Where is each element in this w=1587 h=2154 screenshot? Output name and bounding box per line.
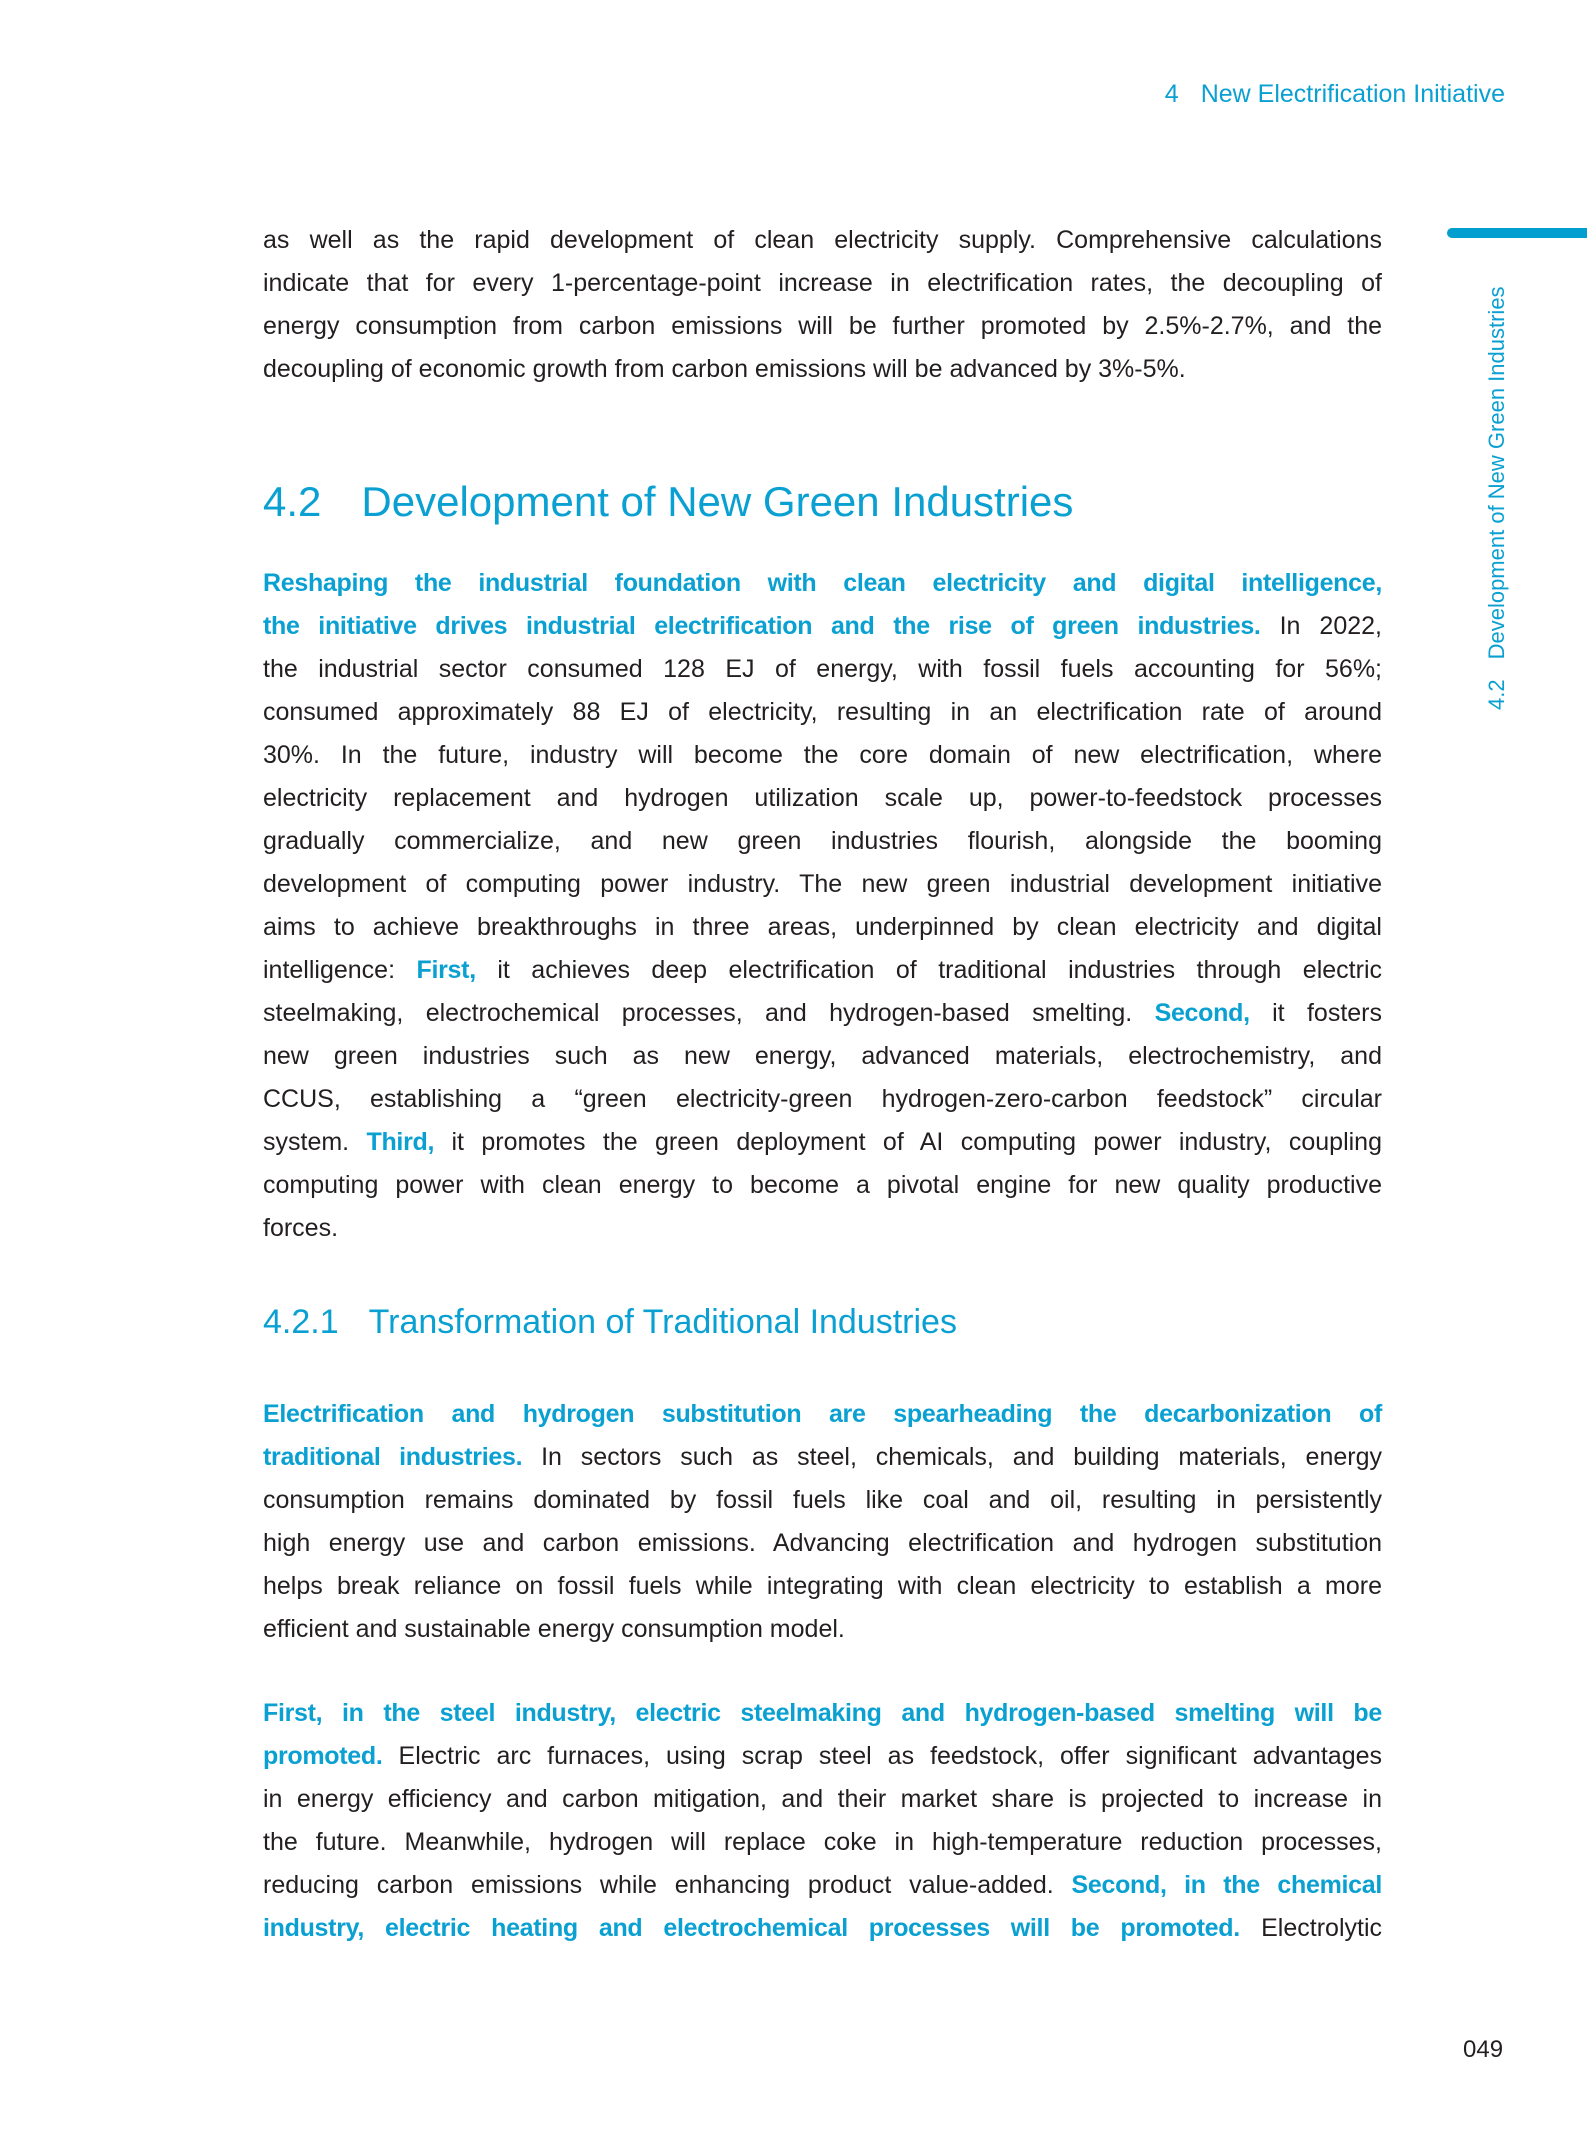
body-text: steelmaking, electrochemical processes, and hydrogen-based smelting. <box>263 999 1155 1027</box>
text-line <box>263 863 1382 906</box>
text-line <box>263 1207 1382 1250</box>
body-text: as well as the rapid development of clean electricity supply. Comprehensive calculations <box>263 226 1382 254</box>
text-line <box>263 906 1382 949</box>
paragraph-section-overview <box>263 562 1382 1250</box>
body-text: Electric arc furnaces, using scrap steel as feedstock, offer significant advantages <box>382 1742 1382 1770</box>
section-number: 4.2 <box>263 478 322 525</box>
body-text: 30%. In the future, industry will become the core domain of new electrification, where <box>263 741 1382 769</box>
text-line <box>263 305 1382 348</box>
text-line <box>263 1078 1382 1121</box>
text-line <box>263 1735 1382 1778</box>
emphasis-text: the initiative drives industrial electrification and the rise of green industries. <box>263 612 1261 640</box>
side-section-number: 4.2 <box>1484 679 1509 710</box>
text-line <box>263 1608 1382 1651</box>
body-text: aims to achieve breakthroughs in three areas, underpinned by clean electricity and digital <box>263 913 1382 941</box>
paragraph-substitution <box>263 1393 1382 1651</box>
text-line <box>263 562 1382 605</box>
text-line <box>263 348 1382 391</box>
emphasis-text: First, in the steel industry, electric steelmaking and hydrogen-based smelting will be <box>263 1699 1382 1727</box>
emphasis-text: Electrification and hydrogen substitution are spearheading the decarbonization of <box>263 1400 1382 1428</box>
body-text: the industrial sector consumed 128 EJ of energy, with fossil fuels accounting for 56%; <box>263 655 1382 683</box>
text-line <box>263 262 1382 305</box>
emphasis-text: Second, <box>1154 999 1250 1027</box>
side-tab-label <box>1484 286 1510 710</box>
text-line <box>263 219 1382 262</box>
body-text: it fosters <box>1249 999 1382 1027</box>
body-text: Electrolytic <box>1239 1914 1382 1942</box>
emphasis-text: Third, <box>366 1128 435 1156</box>
text-line <box>263 1121 1382 1164</box>
body-text: development of computing power industry. The new green industrial development initiative <box>263 870 1382 898</box>
body-text: consumed approximately 88 EJ of electricity, resulting in an electrification rate of around <box>263 698 1382 726</box>
body-text: forces. <box>263 1214 339 1242</box>
section-heading <box>263 478 1073 526</box>
body-text: the future. Meanwhile, hydrogen will replace coke in high-temperature reduction processes, <box>263 1828 1382 1856</box>
text-line <box>263 1821 1382 1864</box>
side-tab-bar <box>1447 228 1587 238</box>
chapter-number: 4 <box>1164 80 1179 108</box>
emphasis-text: Reshaping the industrial foundation with clean electricity and digital intelligence, <box>263 569 1382 597</box>
text-line <box>263 648 1382 691</box>
body-text: electricity replacement and hydrogen utilization scale up, power-to-feedstock processes <box>263 784 1382 812</box>
text-line <box>263 1864 1382 1907</box>
running-header <box>1165 80 1505 109</box>
emphasis-text: industry, electric heating and electrochemical processes will be promoted. <box>263 1914 1240 1942</box>
text-line <box>263 1436 1382 1479</box>
emphasis-text: Second, in the chemical <box>1071 1871 1382 1899</box>
body-text: in energy efficiency and carbon mitigation, and their market share is projected to increase in <box>263 1785 1382 1813</box>
text-line <box>263 1035 1382 1078</box>
text-line <box>263 1692 1382 1735</box>
emphasis-text: promoted. <box>263 1742 383 1770</box>
body-text: CCUS, establishing a “green electricity-green hydrogen-zero-carbon feedstock” circular <box>263 1085 1382 1113</box>
text-line <box>263 1164 1382 1207</box>
body-text: energy consumption from carbon emissions will be further promoted by 2.5%-2.7%, and the <box>263 312 1382 340</box>
body-text: new green industries such as new energy, advanced materials, electrochemistry, and <box>263 1042 1382 1070</box>
paragraph-steel-chemical <box>263 1692 1382 1950</box>
body-text: system. <box>263 1128 367 1156</box>
side-section-title: Development of New Green Industries <box>1484 286 1509 660</box>
paragraph-intro <box>263 219 1382 391</box>
text-line <box>263 691 1382 734</box>
section-title: Development of New Green Industries <box>361 478 1074 525</box>
subsection-heading <box>263 1303 957 1342</box>
body-text: decoupling of economic growth from carbon emissions will be advanced by 3%-5%. <box>263 355 1186 383</box>
emphasis-text: First, <box>416 956 476 984</box>
body-text: reducing carbon emissions while enhancing product value-added. <box>263 1871 1072 1899</box>
text-line <box>263 992 1382 1035</box>
body-text: it achieves deep electrification of traditional industries through electric <box>475 956 1382 984</box>
body-text: indicate that for every 1-percentage-point increase in electrification rates, the decoupling of <box>263 269 1382 297</box>
text-line <box>263 1479 1382 1522</box>
text-line <box>263 1778 1382 1821</box>
body-text: consumption remains dominated by fossil fuels like coal and oil, resulting in persistently <box>263 1486 1382 1514</box>
text-line <box>263 734 1382 777</box>
text-line <box>263 605 1382 648</box>
body-text: gradually commercialize, and new green industries flourish, alongside the booming <box>263 827 1382 855</box>
body-text: efficient and sustainable energy consumption model. <box>263 1615 845 1643</box>
text-line <box>263 1907 1382 1950</box>
body-text: it promotes the green deployment of AI computing power industry, coupling <box>434 1128 1382 1156</box>
text-line <box>263 820 1382 863</box>
body-text: helps break reliance on fossil fuels while integrating with clean electricity to establish a more <box>263 1572 1382 1600</box>
text-line <box>263 1522 1382 1565</box>
text-line <box>263 777 1382 820</box>
body-text: computing power with clean energy to become a pivotal engine for new quality productive <box>263 1171 1382 1199</box>
text-line <box>263 1565 1382 1608</box>
body-text: In 2022, <box>1260 612 1382 640</box>
body-text: In sectors such as steel, chemicals, and building materials, energy <box>522 1443 1382 1471</box>
emphasis-text: traditional industries. <box>263 1443 523 1471</box>
chapter-title: New Electrification Initiative <box>1200 80 1505 108</box>
body-text: high energy use and carbon emissions. Advancing electrification and hydrogen substitution <box>263 1529 1382 1557</box>
page-number: 049 <box>1463 2036 1504 2063</box>
text-line <box>263 1393 1382 1436</box>
body-text: intelligence: <box>263 956 417 984</box>
subsection-number: 4.2.1 <box>263 1303 339 1341</box>
subsection-title: Transformation of Traditional Industries <box>368 1303 957 1341</box>
text-line <box>263 949 1382 992</box>
